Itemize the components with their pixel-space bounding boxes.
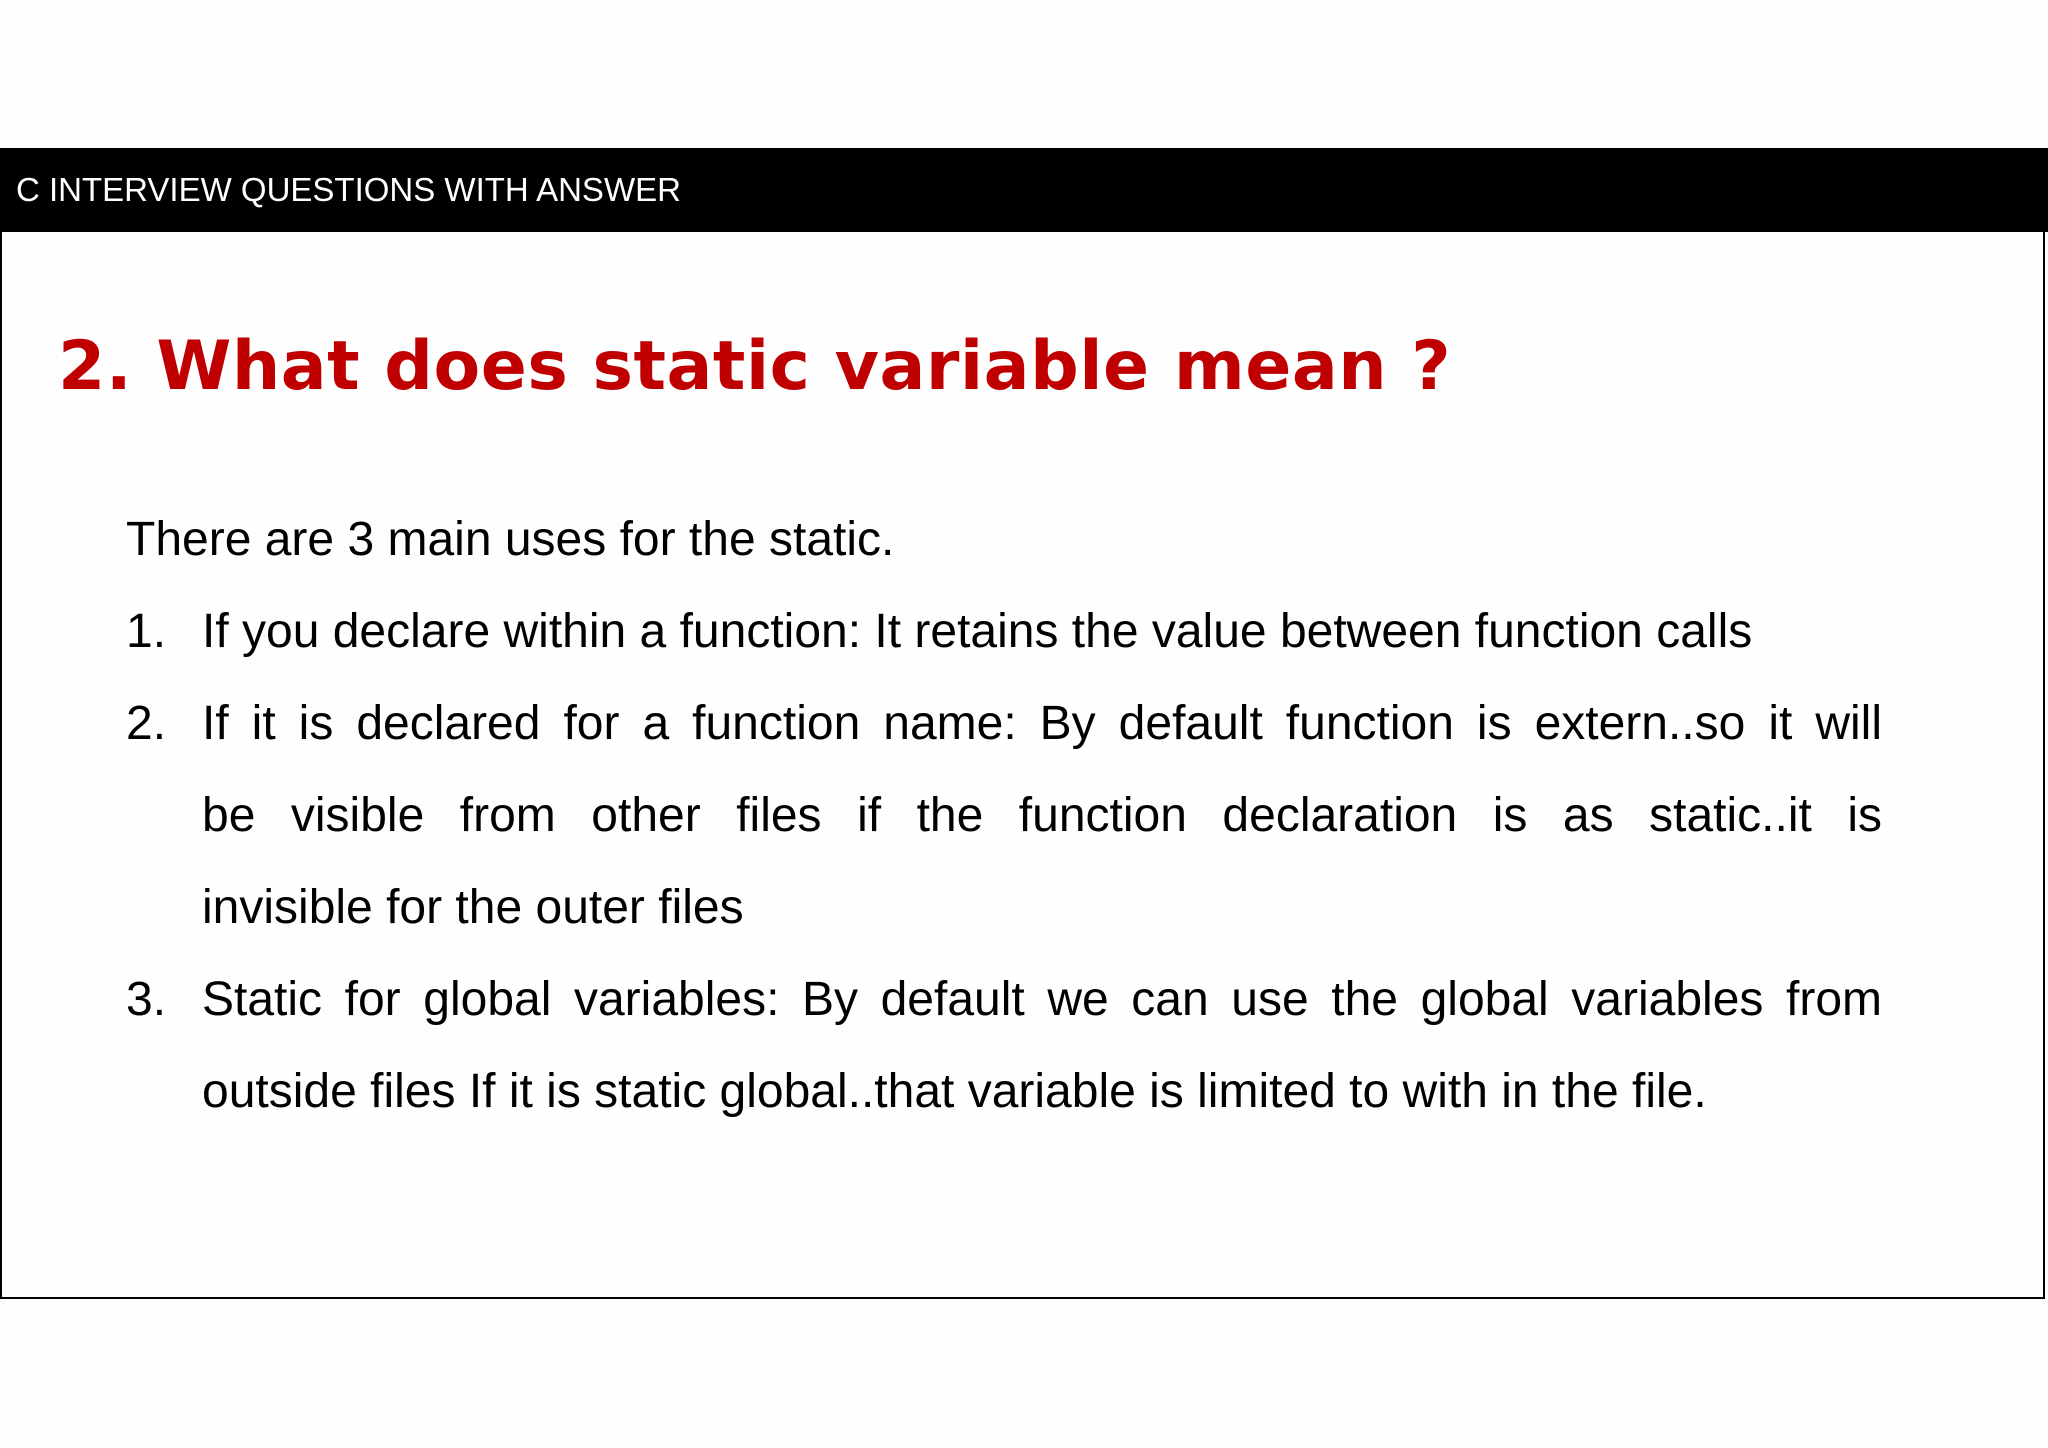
list-item-line: invisible for the outer files bbox=[202, 881, 744, 934]
list-item-line: outside files If it is static global..that variable is limited to with in the file. bbox=[202, 1065, 1707, 1118]
list-item-number: 2. bbox=[126, 697, 167, 750]
list-item-line: be visible from other files if the function declaration is as static..it is bbox=[202, 789, 1882, 842]
list-item-number: 1. bbox=[126, 605, 167, 658]
list-item-line: If it is declared for a function name: By default function is extern..so it will bbox=[202, 697, 1882, 750]
answer-intro: There are 3 main uses for the static. bbox=[126, 513, 895, 566]
header-title: C INTERVIEW QUESTIONS WITH ANSWER bbox=[16, 171, 681, 208]
list-item-line: If you declare within a function: It retains the value between function calls bbox=[202, 605, 1753, 658]
list-item-line: Static for global variables: By default we can use the global variables from bbox=[202, 973, 1882, 1026]
question-title: 2. What does static variable mean ? bbox=[58, 327, 1452, 406]
list-item-number: 3. bbox=[126, 973, 167, 1026]
